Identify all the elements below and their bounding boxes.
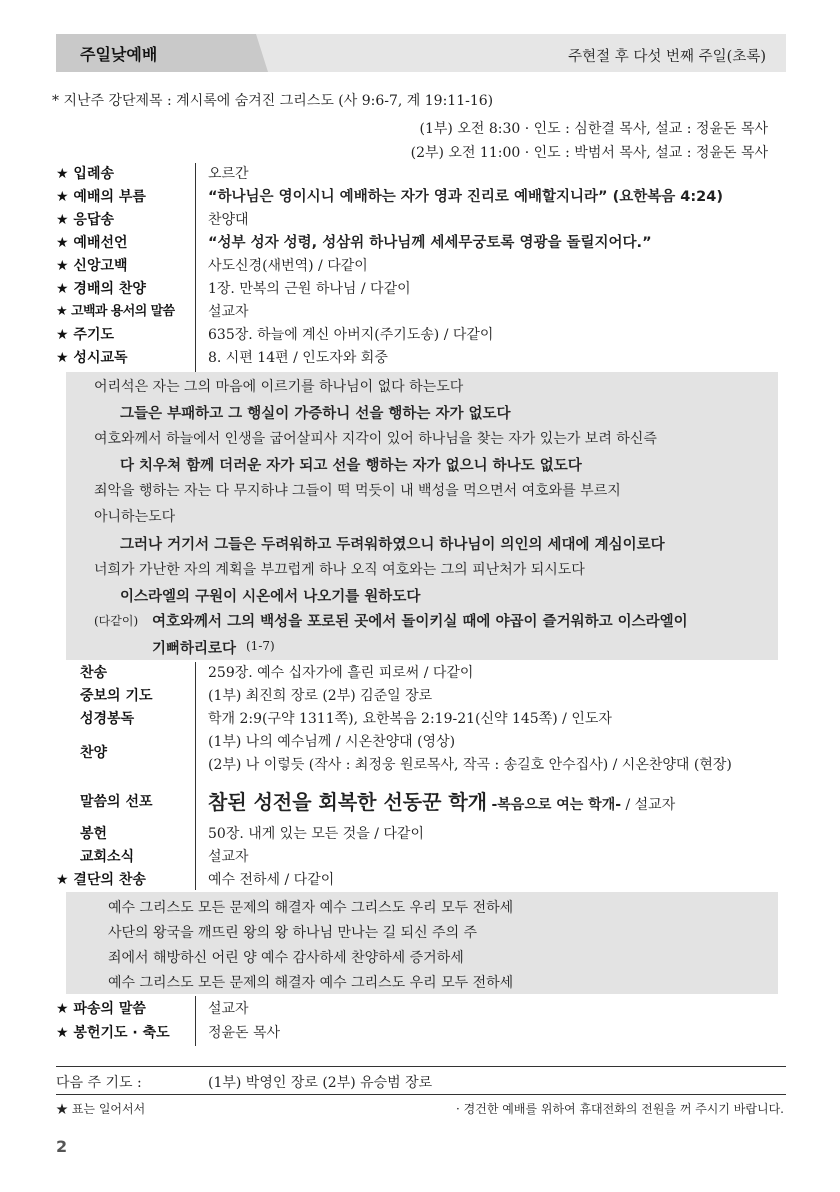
order-item bbox=[56, 163, 786, 187]
order-item bbox=[56, 255, 786, 279]
next-week-label: 다음 주 기도 : bbox=[56, 1075, 142, 1091]
order-item bbox=[56, 662, 786, 686]
order-item bbox=[56, 846, 786, 870]
order-item-label: 중보의 기도 bbox=[80, 688, 153, 704]
sermon-title: 참된 성전을 회복한 선동꾼 학개 bbox=[208, 790, 488, 814]
reading-line: 이스라엘의 구원이 시온에서 나오기를 원하도다 bbox=[120, 589, 421, 605]
order-item-value: 50장. 내게 있는 모든 것을 / 다같이 bbox=[208, 826, 424, 842]
lyric-line: 사단의 왕국을 깨뜨린 왕의 왕 하나님 만나는 길 되신 주의 주 bbox=[108, 925, 478, 941]
order-item-value: (1부) 최진희 장로 (2부) 김준일 장로 bbox=[208, 688, 433, 704]
lyric-line: 예수 그리스도 모든 문제의 해결자 예수 그리스도 우리 모두 전하세 bbox=[108, 900, 514, 916]
order-item-label: ★ 파송의 말씀 bbox=[56, 1001, 146, 1017]
order-item-label: ★ 응답송 bbox=[56, 212, 114, 228]
reading-verse-ref: (1-7) bbox=[246, 639, 275, 653]
divider-bottom bbox=[56, 1094, 786, 1095]
order-item bbox=[56, 324, 786, 348]
order-item-value: 예수 전하세 / 다같이 bbox=[208, 872, 335, 888]
order-item-label: 교회소식 bbox=[80, 849, 135, 865]
order-item bbox=[56, 708, 786, 732]
reading-line: 여호와께서 그의 백성을 포로된 곳에서 돌이키실 때에 야곱이 즐거워하고 이스라엘이 bbox=[152, 614, 688, 630]
footer-note-left: ★ 표는 일어서서 bbox=[56, 1102, 146, 1116]
lyric-line: 예수 그리스도 모든 문제의 해결자 예수 그리스도 우리 모두 전하세 bbox=[108, 975, 514, 991]
reading-line: 죄악을 행하는 자는 다 무지하냐 그들이 떡 먹듯이 내 백성을 먹으면서 여호와를 부르지 bbox=[94, 483, 621, 499]
order-item bbox=[56, 869, 786, 893]
reading-line: 기뻐하리로다 bbox=[152, 641, 237, 657]
order-item-label: ★ 결단의 찬송 bbox=[56, 872, 146, 888]
order-item-value: 설교자 bbox=[208, 1001, 249, 1017]
sermon-subtitle: -복음으로 여는 학개- bbox=[491, 797, 622, 813]
order-item-label: 찬송 bbox=[80, 665, 108, 681]
order-item-label: ★ 경배의 찬양 bbox=[56, 281, 146, 297]
order-item-label: ★ 성시교독 bbox=[56, 350, 128, 366]
order-item-label: ★ 봉헌기도 · 축도 bbox=[56, 1025, 170, 1041]
reading-line: 다 치우쳐 함께 더러운 자가 되고 선을 행하는 자가 없으니 하나도 없도다 bbox=[120, 458, 582, 474]
order-item-value: 찬양대 bbox=[208, 212, 249, 228]
page-subtitle: 주현절 후 다섯 번째 주일(초록) bbox=[568, 49, 766, 65]
order-item-label: ★ 고백과 용서의 말씀 bbox=[56, 304, 175, 319]
order-item bbox=[56, 301, 786, 325]
order-item-value: 정윤돈 목사 bbox=[208, 1025, 281, 1041]
footer-note-right: · 경건한 예배를 위하여 휴대전화의 전원을 꺼 주시기 바랍니다. bbox=[456, 1102, 784, 1116]
anthem-line bbox=[56, 754, 786, 778]
order-item-label: ★ 예배의 부름 bbox=[56, 189, 146, 205]
sermon-preacher: / 설교자 bbox=[625, 797, 676, 813]
order-item bbox=[56, 186, 786, 210]
page-number: 2 bbox=[56, 1137, 68, 1156]
reading-line: 어리석은 자는 그의 마음에 이르기를 하나님이 없다 하는도다 bbox=[94, 379, 464, 395]
next-week-value: (1부) 박영인 장로 (2부) 유승범 장로 bbox=[208, 1075, 433, 1091]
order-item bbox=[56, 278, 786, 302]
order-item-label: ★ 입례송 bbox=[56, 166, 114, 182]
order-item bbox=[56, 347, 786, 371]
order-item bbox=[56, 209, 786, 233]
order-item-value: 설교자 bbox=[208, 849, 249, 865]
reading-line: 너희가 가난한 자의 계획을 부끄럽게 하나 오직 여호와는 그의 피난처가 되시도다 bbox=[94, 562, 585, 578]
order-item-value: 학개 2:9(구약 1311쪽), 요한복음 2:19-21(신약 145쪽) / 인도자 bbox=[208, 711, 612, 727]
reading-line: 그들은 부패하고 그 행실이 가증하니 선을 행하는 자가 없도다 bbox=[120, 406, 511, 422]
order-item-label: ★ 예배선언 bbox=[56, 235, 128, 251]
order-item-value: 오르간 bbox=[208, 166, 249, 182]
order-item-value: 설교자 bbox=[208, 304, 249, 320]
service-1-info: (1부) 오전 8:30 · 인도 : 심한결 목사, 설교 : 정윤돈 목사 bbox=[419, 121, 768, 137]
order-item bbox=[56, 823, 786, 847]
page-title: 주일낮예배 bbox=[80, 45, 158, 64]
order-item-value: “성부 성자 성령, 성삼위 하나님께 세세무궁토록 영광을 돌릴지어다.” bbox=[208, 235, 652, 251]
service-2-info: (2부) 오전 11:00 · 인도 : 박범서 목사, 설교 : 정윤돈 목사 bbox=[410, 145, 768, 161]
order-item bbox=[56, 232, 786, 256]
reading-line: 여호와께서 하늘에서 인생을 굽어살피사 지각이 있어 하나님을 찾는 자가 있는가 보려 하신즉 bbox=[94, 431, 657, 447]
divider-top bbox=[56, 1066, 786, 1067]
order-item-label: 찬양 bbox=[80, 745, 108, 761]
order-item-value: “하나님은 영이시니 예배하는 자가 영과 진리로 예배할지니라” (요한복음 4:24) bbox=[208, 189, 723, 205]
order-item-value: 8. 시편 14편 / 인도자와 회중 bbox=[208, 350, 388, 366]
order-item-label: ★ 신앙고백 bbox=[56, 258, 128, 274]
sermon-row bbox=[56, 788, 786, 818]
order-item-value: 사도신경(새번역) / 다같이 bbox=[208, 258, 368, 274]
order-item bbox=[56, 1022, 786, 1046]
order-item bbox=[56, 998, 786, 1022]
order-item-label: 말씀의 선포 bbox=[80, 794, 153, 810]
reading-together-label: (다같이) bbox=[94, 614, 139, 628]
reading-line: 아니하는도다 bbox=[94, 509, 176, 525]
order-item-label: 봉헌 bbox=[80, 826, 108, 842]
section-header bbox=[56, 34, 786, 72]
last-week-topic: * 지난주 강단제목 : 계시록에 숨겨진 그리스도 (사 9:6-7, 계 19:11-16) bbox=[52, 93, 494, 109]
order-item bbox=[56, 685, 786, 709]
reading-line: 그러나 거기서 그들은 두려워하고 두려워하였으니 하나님이 의인의 세대에 계심이로다 bbox=[120, 537, 665, 553]
order-item-label: 성경봉독 bbox=[80, 711, 135, 727]
anthem-line bbox=[56, 731, 786, 755]
order-item-label: ★ 주기도 bbox=[56, 327, 114, 343]
order-item-value: 1장. 만복의 근원 하나님 / 다같이 bbox=[208, 281, 411, 297]
order-item-value: 635장. 하늘에 계신 아버지(주기도송) / 다같이 bbox=[208, 327, 494, 343]
lyric-line: 죄에서 해방하신 어린 양 예수 감사하세 찬양하세 증거하세 bbox=[108, 950, 464, 966]
sermon-text bbox=[208, 788, 675, 819]
order-item-value: 259장. 예수 십자가에 흘린 피로써 / 다같이 bbox=[208, 665, 474, 681]
anthem-line-2: (2부) 나 이렇듯 (작사 : 최정웅 원로목사, 작곡 : 송길호 안수집사) / 시온찬양대 (현장) bbox=[208, 757, 732, 773]
anthem-line-1: (1부) 나의 예수님께 / 시온찬양대 (영상) bbox=[208, 734, 456, 750]
